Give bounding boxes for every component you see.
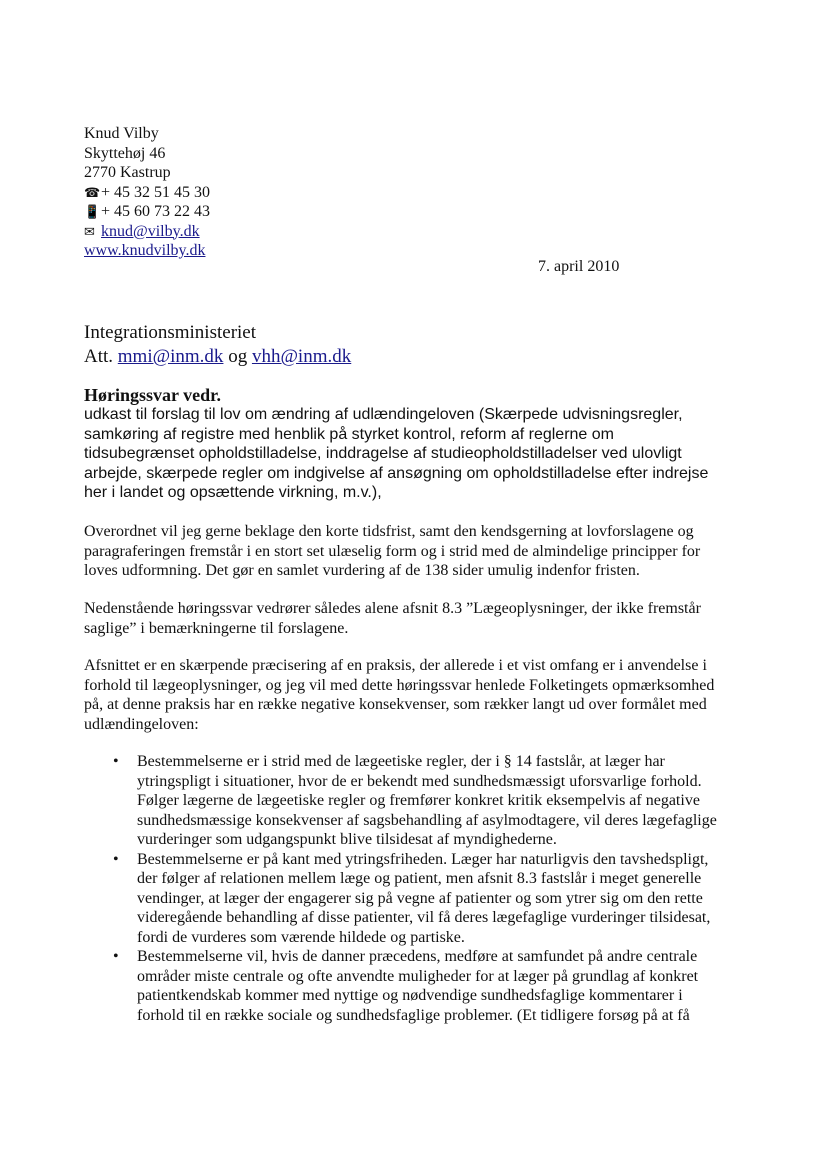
paragraph-line: Overordnet vil jeg gerne beklage den korte tidsfrist, samt den kendsgerning at lovforslagene og [84,523,694,540]
att-prefix: Att. [84,346,114,367]
bullet-line: fordi de vurderes som værende hildede og partiske. [137,928,465,946]
recipient-email-1-link[interactable]: mmi@inm.dk [117,346,224,367]
sender-block [84,124,210,261]
subject-line: her i landet og opsættende virkning, m.v.), [84,484,382,501]
bullet-line: Bestemmelserne er på kant med ytringsfriheden. Læger har naturligvis den tavshedspligt, [137,850,709,868]
paragraph-2 [84,599,764,638]
bullet-line: patientkendskab kommer med nyttige og nødvendige sundhedsfaglige kommentarer i [137,987,683,1004]
bullet-item-2 [84,850,764,948]
sender-mobile: + 45 60 73 22 43 [101,203,211,220]
sender-city: 2770 Kastrup [84,164,171,181]
subject-line: samkøring af registre med henblik på styrket kontrol, reform af reglerne om [84,425,614,443]
subject-line: udkast til forslag til lov om ændring af udlændingeloven (Skærpede udvisningsregler, [84,406,683,423]
paragraph-line: loves udformning. Det gør en samlet vurdering af de 138 sider umulig indenfor fristen. [84,562,640,579]
paragraph-1 [84,522,764,581]
email-icon: ✉ [84,223,95,239]
bullet-marker: • [113,753,119,770]
bullet-line: videregående behandling af disse patienter, vil få deres lægefaglige vurderinger tilsidesat, [137,909,711,926]
bullet-line: områder miste centrale og ofte anvendte muligheder for at læger på grundlag af konkret [137,967,699,985]
subject-title: Høringssvar vedr. [84,385,222,405]
sender-website-line [84,241,210,261]
paragraph-line: Nedenstående høringssvar vedrører således alene afsnit 8.3 ”Lægeoplysninger, der ikke fremstår [84,600,701,617]
bullet-line: Følger lægerne de lægeetiske regler og fremfører konkret kritik eksempelvis af negative [137,792,700,809]
paragraph-line: saglige” i bemærkningerne til forslagene. [84,619,349,637]
recipient-org: Integrationsministeriet [84,322,257,343]
paragraph-line: paragraferingen fremstår i en stort set ulæselig form og i strid med de almindelige principper for [84,542,701,560]
bullet-item-3 [84,947,764,1025]
bullet-line: forhold til en række sociale og sundhedsfaglige problemer. (Et tidligere forsøg på at få [137,1006,690,1024]
paragraph-line: forhold til lægeoplysninger, og jeg vil med dette høringssvar henlede Folketingets opmærksomhed [84,676,715,694]
bullet-item-1 [84,752,764,850]
sender-phone: + 45 32 51 45 30 [101,183,211,201]
paragraph-line: udlændingeloven: [84,715,199,733]
bullet-marker: • [113,850,119,868]
recipient-block [84,321,351,369]
letter-date: 7. april 2010 [538,258,620,275]
sender-phone-line [84,183,210,203]
bullet-marker: • [113,948,119,965]
sender-email-line [84,222,210,242]
bullet-line: vurderinger som udgangspunkt blive tilsidesat af myndighederne. [137,831,557,848]
sender-email-link[interactable]: knud@vilby.dk [101,222,200,240]
bullet-list [84,752,764,1025]
paragraph-3 [84,656,764,734]
paragraph-line: på, at denne praksis har en række negative konsekvenser, som rækker langt ud over formålet med [84,696,707,713]
mobile-phone-icon: 📱 [84,204,101,219]
bullet-line: ytringspligt i situationer, hvor de er bekendt med sundhedsmæssigt uforsvarlige forhold. [137,772,702,790]
bullet-line: Bestemmelserne er i strid med de lægeetiske regler, der i § 14 fastslår, at læger har [137,753,665,770]
recipient-email-2-link[interactable]: vhh@inm.dk [251,346,352,367]
sender-street: Skyttehøj 46 [84,144,166,162]
subject-line: tidsubegrænset opholdstilladelse, inddragelse af studieopholdstilladelser ved ulovligt [84,445,682,462]
bullet-line: Bestemmelserne vil, hvis de danner præcedens, medføre at samfundet på andre centrale [137,948,698,965]
sender-name: Knud Vilby [84,125,159,142]
subject-text [84,405,764,503]
bullet-line: sundhedsmæssige konsekvenser af sagsbehandling af asylmodtagere, vil deres lægefaglige [137,811,717,829]
recipient-att-line [84,345,351,369]
att-joiner: og [228,346,248,367]
paragraph-line: Afsnittet er en skærpende præcisering af en praksis, der allerede i et vist omfang er i anvendelse i [84,657,707,674]
sender-mobile-line [84,202,210,222]
telephone-icon: ☎ [84,184,101,200]
bullet-line: der følger af relationen mellem læge og patient, men afsnit 8.3 fastslår i meget generelle [137,870,702,887]
sender-website-link[interactable]: www.knudvilby.dk [84,242,206,259]
bullet-line: vendinger, at læger der engagerer sig på vegne af patienter og som ytrer sig om den rette [137,889,703,907]
subject-line: arbejde, skærpede regler om indgivelse af ansøgning om opholdstilladelse efter indrejse [84,464,709,482]
